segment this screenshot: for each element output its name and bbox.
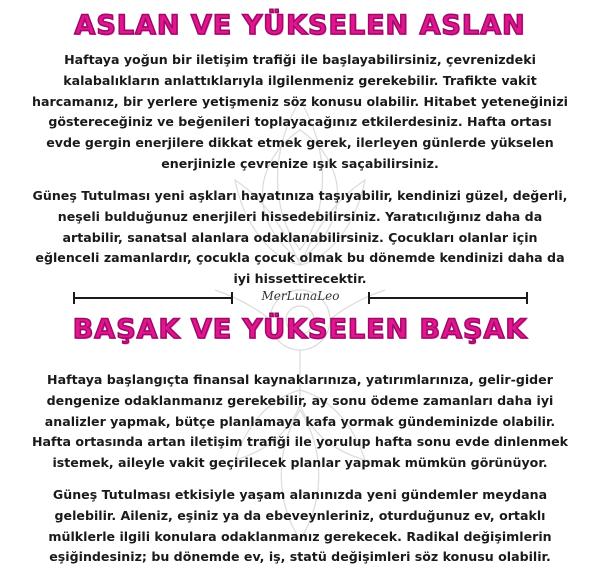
- basak-paragraph-1: Haftaya başlangıçta finansal kaynaklarınıza, yatırımlarınıza, gelir-gider dengenize odaklanmanız gerekebilir, ay sonu ödeme zamanları daha iyi analizler yapmak, bütçe planlamaya kafa yormak gündeminizde olabilir. Hafta ortasında artan iletişim trafiği ile yorulup hafta sonu evde dinlenmek istemek, aileyle vakit geçirilecek planlar yapmak mümkün görünüyor.: [31, 372, 569, 471]
- section-title-aslan: ASLAN VE YÜKSELEN ASLAN: [74, 10, 526, 41]
- section-divider: [0, 287, 600, 309]
- section-title-basak: BAŞAK VE YÜKSELEN BAŞAK: [72, 314, 528, 345]
- divider-rule-right: [368, 297, 528, 299]
- signature: MerLunaLeo: [261, 289, 340, 303]
- aslan-paragraph-1: Haftaya yoğun bir iletişim trafiği ile başlayabilirsiniz, çevrenizdeki kalabalıkların anlattıklarıyla ilgilenmeniz gerekebilir. Trafikte vakit harcamanız, bir yerlere yetişmeniz söz konusu olabilir. Hitabet yeteneğinizi göstereceğiniz ve beğenileri toplayacağınız etkilerdesiniz. Hafta ortası evde gergin enerjilere dikkat etmek gerek, ilerleyen günlerde yükselen enerjinizle çevrenize ışık saçabilirsiniz.: [32, 52, 568, 171]
- aslan-paragraph-2: Güneş Tutulması yeni aşkları hayatınıza taşıyabilir, kendinizi güzel, değerli, neşeli bulduğunuz enerjileri hissedebilirsiniz. Yaratıcılığınız daha da artabilir, sanatsal alanlara odaklanabilirsiniz. Çocukları olanlar için eğlenceli zamanlardır, çocukla çocuk olmak bu dönemde kendinizi daha da iyi hissettirecektir.: [32, 188, 568, 287]
- basak-paragraph-2: Güneş Tutulması etkisiyle yaşam alanınızda yeni gündemler meydana gelebilir. Aileniz, eşiniz ya da ebeveynleriniz, oturduğunuz ev, ortaklı mülklerle ilgili konulara odaklanmanız gerekecek. Radikal değişimlerin eşiğindesiniz; bu dönemde ev, iş, statü değişimleri söz konusu olabilir.: [48, 487, 552, 565]
- divider-rule-left: [73, 297, 233, 299]
